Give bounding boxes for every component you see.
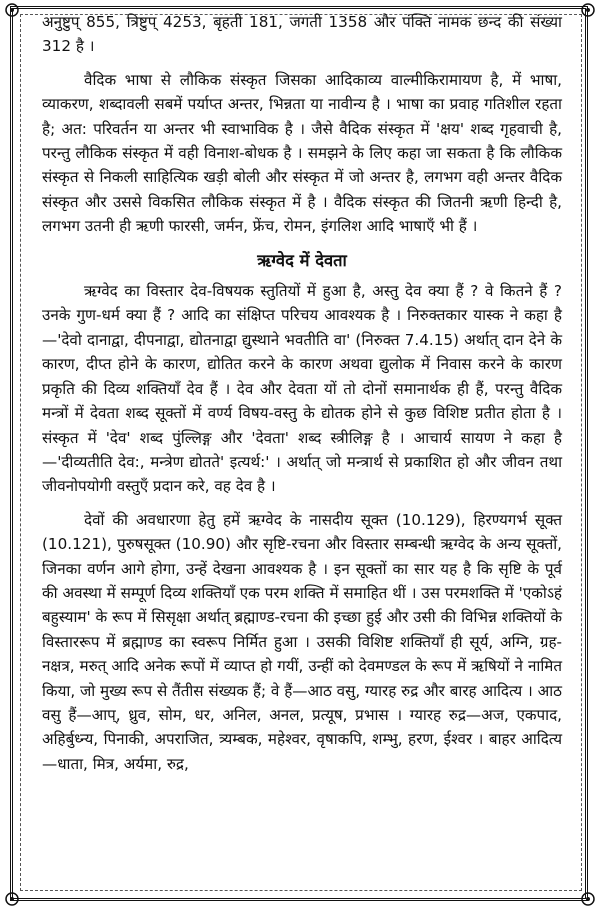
corner-ornament-icon xyxy=(4,2,20,18)
text-body xyxy=(42,10,562,785)
section-heading: ऋग्वेद में देवता xyxy=(257,250,347,270)
corner-ornament-icon xyxy=(580,891,596,907)
corner-ornament-icon xyxy=(4,891,20,907)
paragraph-deva-concept: देवों की अवधारणा हेतु हमें ऋग्वेद के नासदीय सूक्त (10.129), हिरण्यगर्भ सूक्त (10.121), पुरुषसूक्त (10.90) और सृष्टि-रचना और विस्तार सम्बन्धी ऋग्वेद के अन्य सूक्तों, जिनका वर्णन आगे होगा, उन्हें देखना आवश्यक है । इन सूक्तों का सार यह है कि सृष्टि के पूर्व की अवस्था में सम्पूर्ण दिव्य शक्तियाँ एक परम शक्ति में समाहित थीं । उस परमशक्ति में 'एकोऽहं बहुस्याम' के रूप में सिसृक्षा अर्थात् ब्रह्माण्ड-रचना की इच्छा हुई और उसी की विभिन्न शक्तियों के विस्ताररूप में ब्रह्माण्ड का स्वरूप निर्मित हुआ । उसकी विशिष्ट शक्तियाँ ही सूर्य, अग्नि, ग्रह-नक्षत्र, मरुत् आदि अनेक रूपों में व्याप्त हो गयीं, उन्हीं को देवमण्डल के रूप में ऋषियों ने नामित किया, जो मुख्य रूप से तैंतीस संख्यक हैं; वे हैं—आठ वसु, ग्यारह रुद्र और बारह आदित्य । आठ वसु हैं—आप्, ध्रुव, सोम, धर, अनिल, अनल, प्रत्यूष, प्रभास । ग्यारह रुद्र—अज, एकपाद, अहिर्बुध्न्य, पिनाकी, अपराजित, त्र्यम्बक, महेश्वर, वृषाकपि, शम्भु, हरण, ईश्वर । बाहर आदित्य—धाता, मित्र, अर्यमा, रुद्र, xyxy=(42,510,562,773)
corner-ornament-icon xyxy=(580,2,596,18)
paragraph-devata-definition: ऋग्वेद का विस्तार देव-विषयक स्तुतियों में हुआ है, अस्तु देव क्या हैं ? वे कितने हैं ? उनके गुण-धर्म क्या हैं ? आदि का संक्षिप्त परिचय आवश्यक है । निरुक्तकार यास्क ने कहा है—'देवो दानाद्वा, दीपनाद्वा, द्योतनाद्वा द्युस्थाने भवतीति वा' (निरुक्त 7.4.15) अर्थात् दान देने के कारण, दीप्त होने के कारण, द्योतित करने के कारण अथवा द्युलोक में निवास करने के कारण प्रकृति की दिव्य शक्तियाँ देव हैं । देव और देवता यों तो दोनों समानार्थक ही हैं, परन्तु वैदिक मन्त्रों में देवता शब्द सूक्तों में वर्ण्य विषय-वस्तु के द्योतक होने से कुछ विशिष्ट प्रतीत होता है । संस्कृत में 'देव' शब्द पुंल्लिङ्ग और 'देवता' शब्द स्त्रीलिङ्ग है । आचार्य सायण ने कहा है—'दीव्यतीति देव:, मन्त्रेण द्योतते' इत्यर्थ:' । अर्थात् जो मन्त्रार्थ से प्रकाशित हो और जीवन तथा जीवनोपयोगी वस्तुएँ प्रदान करे, वह देव है । xyxy=(42,282,562,496)
paragraph-vaidik-laukik: वैदिक भाषा से लौकिक संस्कृत जिसका आदिकाव्य वाल्मीकिरामायण है, में भाषा, व्याकरण, शब्दावली सबमें पर्याप्त अन्तर, भिन्नता या नावीन्य है । भाषा का प्रवाह गतिशील रहता है; अत: परिवर्तन या अन्तर भी स्वाभाविक है । जैसे वैदिक संस्कृत में 'क्षय' शब्द गृहवाची है, परन्तु लौकिक संस्कृत में वही विनाश-बोधक है । समझने के लिए कहा जा सकता है कि लौकिक संस्कृत से निकली साहित्यिक खड़ी बोली और संस्कृत में जो अन्तर है, लगभग वही अन्तर वैदिक संस्कृत और उससे विकसित लौकिक संस्कृत में है । वैदिक संस्कृत की जितनी ऋणी हिन्दी है, लगभग उतनी ही ऋणी फारसी, जर्मन, फ्रेंच, रोमन, इंगलिश आदि भाषाएँ भी हैं । xyxy=(42,70,562,236)
paragraph-chhand-count: अनुष्टुप् 855, त्रिष्टुप् 4253, बृहती 181, जगती 1358 और पंक्ति नामक छन्द की संख्या 312 है । xyxy=(42,13,562,56)
